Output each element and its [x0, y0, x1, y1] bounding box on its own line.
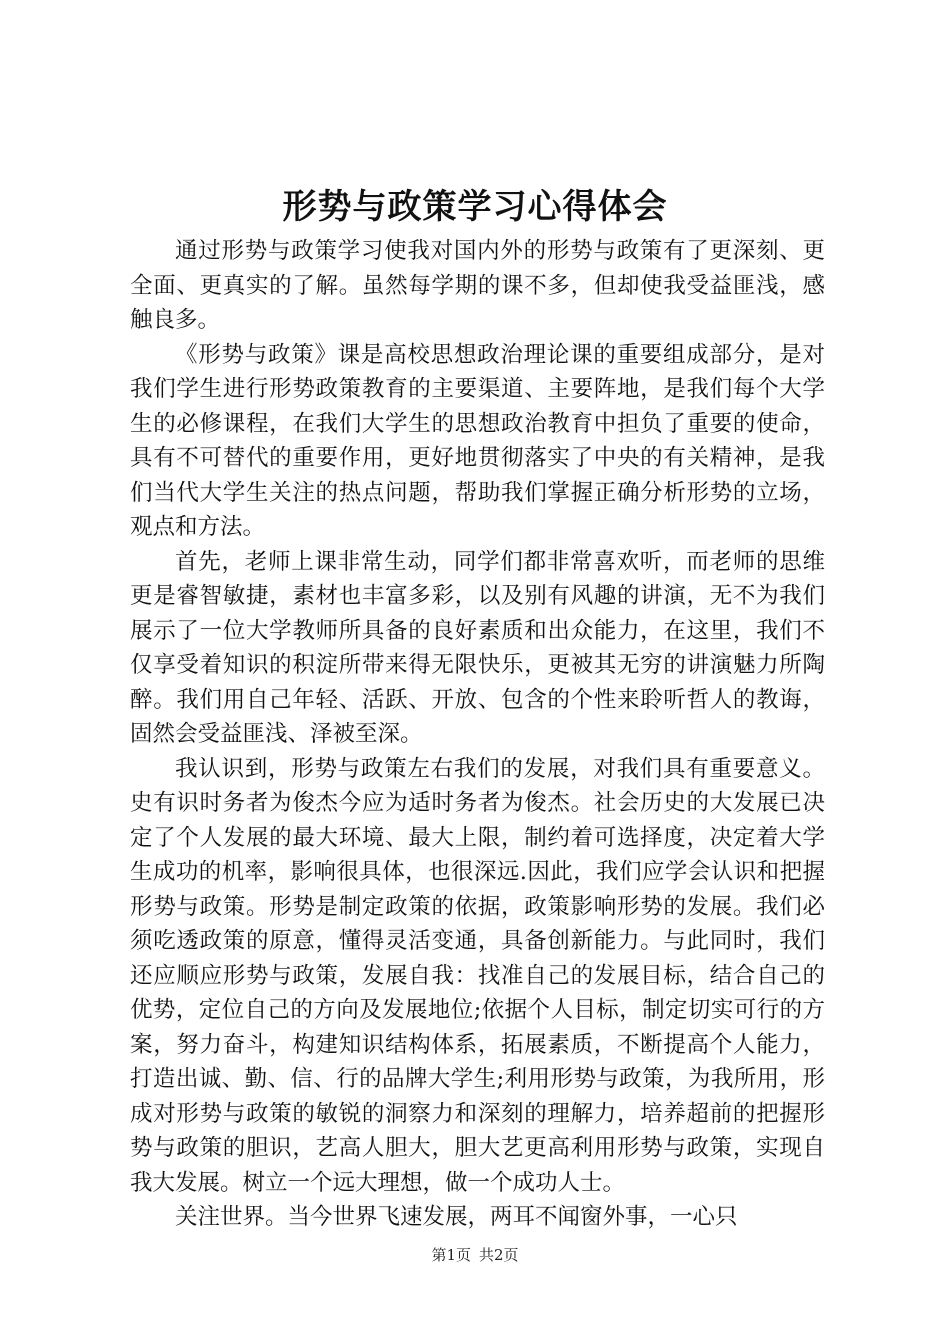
document-title: 形势与政策学习心得体会: [282, 187, 668, 227]
page-number: 第1页: [431, 1246, 471, 1264]
page-footer: [0, 1245, 950, 1265]
page-total: 共2页: [479, 1246, 519, 1264]
paragraph-4: 我认识到，形势与政策左右我们的发展，对我们具有重要意义。史有识时务者为俊杰今应为适时务者为俊杰。社会历史的大发展已决定了个人发展的最大环境、最大上限，制约着可选择度，决定着大学生成功的机率，影响很具体，也很深远.因此，我们应学会认识和把握形势与政策。形势是制定政策的依据，政策影响形势的发展。我们必须吃透政策的原意，懂得灵活变通，具备创新能力。与此同时，我们还应顺应形势与政策，发展自我：找准自己的发展目标，结合自己的优势，定位自己的方向及发展地位;依据个人目标，制定切实可行的方案，努力奋斗，构建知识结构体系，拓展素质，不断提高个人能力，打造出诚、勤、信、行的品牌大学生;利用形势与政策，为我所用，形成对形势与政策的敏锐的洞察力和深刻的理解力，培养超前的把握形势与政策的胆识，艺高人胆大，胆大艺更高利用形势与政策，实现自我大发展。树立一个远大理想，做一个成功人士。: [130, 755, 825, 1196]
document-body: [130, 234, 825, 1235]
paragraph-5: 关注世界。当今世界飞速发展，两耳不闻窗外事，一心只: [175, 1204, 738, 1230]
paragraph-2: 《形势与政策》课是高校思想政治理论课的重要组成部分，是对我们学生进行形势政策教育的主要渠道、主要阵地，是我们每个大学生的必修课程，在我们大学生的思想政治教育中担负了重要的使命，具有不可替代的重要作用，更好地贯彻落实了中央的有关精神，是我们当代大学生关注的热点问题，帮助我们掌握正确分析形势的立场，观点和方法。: [130, 341, 825, 540]
paragraph-3: 首先，老师上课非常生动，同学们都非常喜欢听，而老师的思维更是睿智敏捷，素材也丰富多彩，以及别有风趣的讲演，无不为我们展示了一位大学教师所具备的良好素质和出众能力，在这里，我们不仅享受着知识的积淀所带来得无限快乐，更被其无穷的讲演魅力所陶醉。我们用自己年轻、活跃、开放、包含的个性来聆听哲人的教诲，固然会受益匪浅、泽被至深。: [130, 548, 825, 747]
paragraph-1: 通过形势与政策学习使我对国内外的形势与政策有了更深刻、更全面、更真实的了解。虽然每学期的课不多，但却使我受益匪浅，感触良多。: [130, 238, 825, 333]
